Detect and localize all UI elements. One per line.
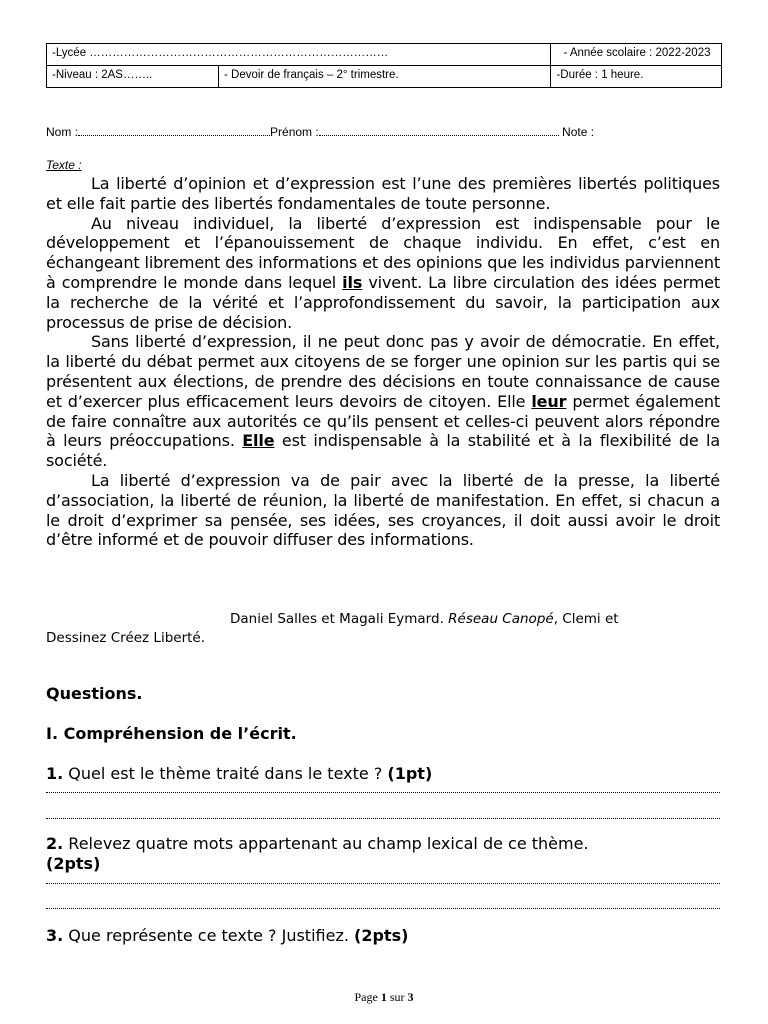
source-citation: Daniel Salles et Magali Eymard. Réseau Canopé, Clemi et Dessinez Créez Liberté. — [46, 611, 619, 646]
duration-cell: -Durée : 1 heure. — [551, 66, 722, 88]
lycee-cell: -Lycée …………………………………………………………………… — [47, 44, 551, 66]
answer-line-1b[interactable] — [46, 818, 720, 819]
current-page: 1 — [380, 990, 387, 1004]
question-1: 1. Quel est le thème traité dans le texte ? (1pt) — [46, 764, 433, 783]
header-table — [46, 43, 722, 88]
answer-line-2b[interactable] — [46, 908, 720, 909]
questions-heading: Questions. — [46, 684, 143, 703]
note-label: Note : — [562, 125, 595, 139]
level-cell: -Niveau : 2AS…….. — [47, 66, 219, 88]
school-year-cell: - Année scolaire : 2022-2023 — [551, 44, 722, 66]
paragraph-3: Sans liberté d’expression, il ne peut donc pas y avoir de démocratie. En effet, la liberté du débat permet aux citoyens de se forger une opinion sur les partis qui se présentent aux élections, de prendre des décisions en toute connaissance de cause et d’exercer plus efficacement leurs devoirs de citoyen. Elle leur permet également de faire connaître aux autorités ce qu’ils pensent et celles-ci peuvent alors répondre à leurs préoccupations. Elle est indispensable à la stabilité et à la flexibilité de la société. — [46, 332, 721, 471]
publication-name: Réseau Canopé — [448, 611, 554, 627]
paragraph-1: La liberté d’opinion et d’expression est l’une des premières libertés politiques et elle fait partie des libertés fondamentales de toute personne. — [46, 174, 720, 213]
highlight-leur: leur — [531, 391, 567, 411]
paragraph-4: La liberté d’expression va de pair avec la liberté de la presse, la liberté d’association, la liberté de réunion, la liberté de manifestation. En effet, si chacun a le droit d’exprimer sa pensée, ses idées, ses croyances, il doit aussi avoir le droit d’être informé et de pouvoir diffuser des informations. — [46, 470, 720, 550]
nom-label: Nom : — [46, 125, 79, 139]
answer-line-2a[interactable] — [46, 883, 720, 884]
exam-title-cell: - Devoir de français – 2° trimestre. — [219, 66, 551, 88]
highlight-ils: ils — [342, 272, 363, 292]
nom-field[interactable] — [78, 125, 270, 136]
reading-text — [46, 174, 720, 550]
texte-label: Texte : — [46, 158, 82, 172]
answer-line-1a[interactable] — [46, 792, 720, 793]
question-3: 3. Que représente ce texte ? Justifiez. (2pts) — [46, 926, 409, 945]
question-2: 2. Relevez quatre mots appartenant au champ lexical de ce thème. (2pts) — [46, 834, 589, 873]
highlight-elle: Elle — [242, 431, 275, 451]
student-info-line — [46, 125, 726, 139]
total-pages: 3 — [407, 990, 414, 1004]
paragraph-2: Au niveau individuel, la liberté d’expression est indispensable pour le développement et l’épanouissement de chaque individu. En effet, c’est en échangeant librement des informations et des opinions que les individus parviennent à comprendre le monde dans lequel ils vivent. La libre circulation des idées permet la recherche de la vérité et l’approfondissement du savoir, la participation aux processus de prise de décision. — [46, 213, 720, 332]
prenom-label: Prénom : — [270, 125, 319, 139]
section-1-heading: I. Compréhension de l’écrit. — [46, 724, 297, 743]
prenom-field[interactable] — [319, 125, 559, 136]
page-footer: Page 1 sur 3 — [354, 990, 414, 1004]
